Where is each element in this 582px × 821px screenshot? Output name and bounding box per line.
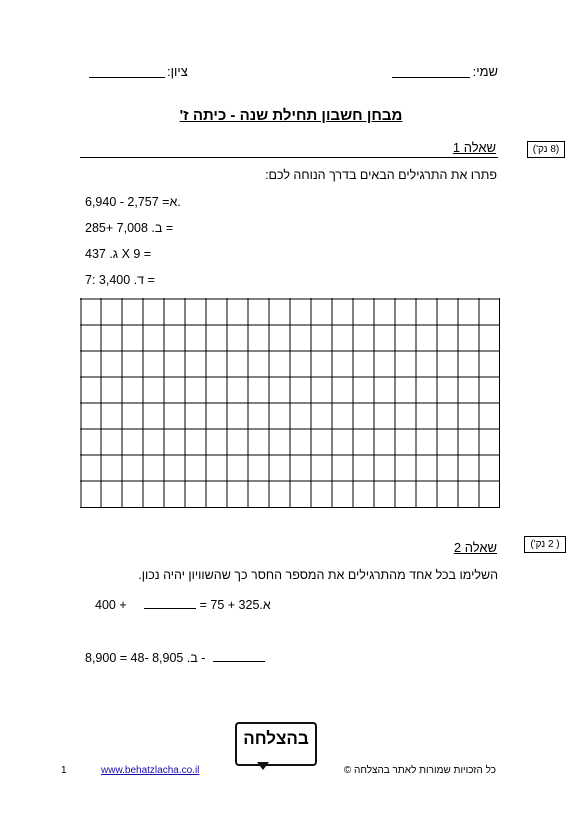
grade-field[interactable] <box>89 64 165 78</box>
logo-text: בהצלחה <box>243 729 309 748</box>
website-link[interactable]: www.behatzlacha.co.il <box>101 765 200 776</box>
logo-speech-tail <box>257 762 269 770</box>
answer-grid[interactable] <box>80 298 500 508</box>
page-number: 1 <box>61 765 67 776</box>
q2-instruction: השלימו בכל אחד מהתרגילים את המספר החסר כך שהשוויון יהיה נכון. <box>138 568 498 582</box>
q2-exercise-b <box>85 649 265 665</box>
page-title <box>0 107 582 124</box>
q2-exercise-a-left: א.325 + 75 = <box>199 598 271 612</box>
exercise-b: ב. 7,008 +285 = <box>85 221 174 235</box>
q2-exercise-a-blank[interactable] <box>144 596 196 609</box>
q2-exercise-b-blank[interactable] <box>213 649 265 662</box>
q2-exercise-a <box>85 596 271 612</box>
exercise-d: ד. 3,400 :7 = <box>85 273 155 287</box>
name-label: שמי: <box>472 64 498 79</box>
q2-points-badge: ( 2 נק') <box>524 536 566 553</box>
q1-points-badge: (8 נק') <box>527 141 565 158</box>
q2-exercise-b-left: ב. 8,905 -48 = 8,900 - <box>85 651 206 665</box>
exercise-c: ג. 437 X 9 = <box>85 247 152 261</box>
q1-divider <box>80 157 498 158</box>
page-title-text: מבחן חשבון תחילת שנה - כיתה ז' <box>179 107 403 124</box>
grade-label: ציון: <box>167 64 188 79</box>
q2-title: שאלה 2 <box>453 540 497 555</box>
exercise-a: 6,940 - 2,757 =א. <box>85 195 181 209</box>
q2-exercise-a-right: + 400 <box>95 598 127 612</box>
name-field[interactable] <box>392 64 470 78</box>
q1-instruction: פתרו את התרגילים הבאים בדרך הנוחה לכם: <box>265 168 497 182</box>
q1-title: שאלה 1 <box>452 140 496 155</box>
copyright-notice: כל הזכויות שמורות לאתר בהצלחה © <box>343 765 496 776</box>
site-logo[interactable] <box>235 722 317 766</box>
answer-grid-svg <box>80 298 500 508</box>
